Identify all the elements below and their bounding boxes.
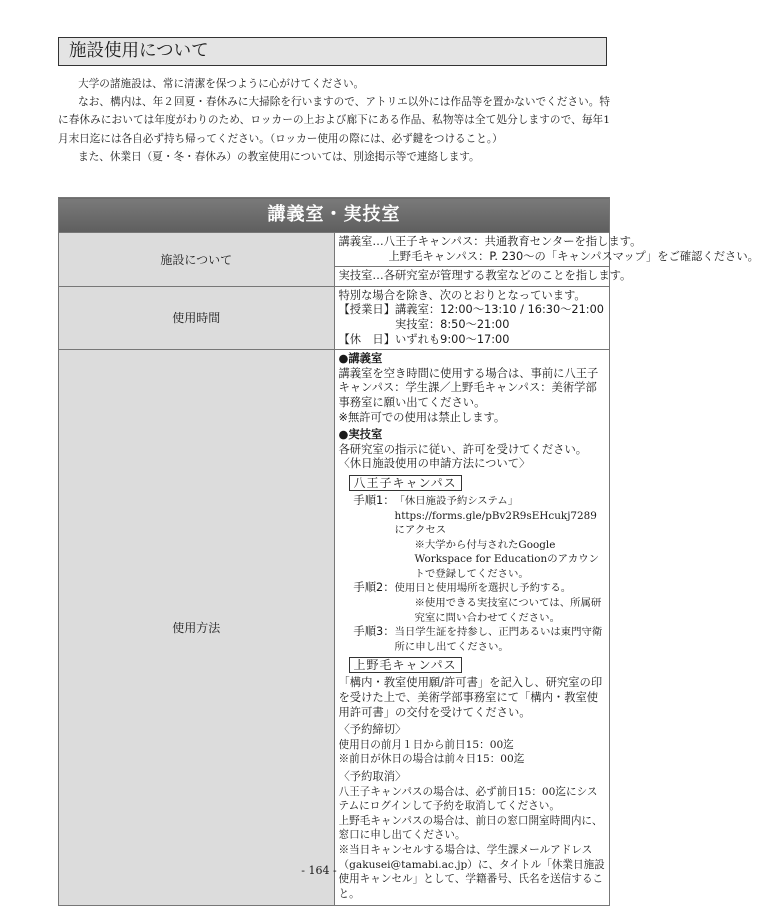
intro-paragraph: なお、構内は、年２回夏・春休みに大掃除を行いますので、アトリエ以外には作品等を置かないでください。特に春休みにおいては年度がわりのため、ロッカーの上および廊下にある作品、私物等は全て処分しますので、毎年1月末日迄には各自必ず持ち帰ってください。（ロッカー使用の際には、必ず鍵をつけること。）: [58, 96, 610, 145]
table-row-facility: [59, 233, 610, 267]
step-label: 手順2：: [353, 581, 395, 595]
row-label-hours: 使用時間: [59, 286, 335, 349]
hours-line: 特別な場合を除き、次のとおりとなっています。: [338, 288, 586, 302]
kaminoge-campus-label: 上野毛キャンパス: [349, 657, 462, 673]
step-text: 当日学生証を持参し、正門あるいは東門守衛所に申し出てください。: [394, 626, 603, 653]
cancel-heading: 〈予約取消〉: [338, 770, 407, 783]
step-2: [339, 581, 606, 596]
lecture-heading: ●講義室: [338, 352, 383, 366]
table-row-hours: [59, 286, 610, 349]
intro-paragraph: 大学の諸施設は、常に清潔を保つように心がけてください。: [78, 78, 365, 90]
step-text: 「休日施設予約システム」https://forms.gle/pBv2R9sEHcukj7289にアクセス: [394, 494, 597, 537]
page-title: 施設使用について: [58, 37, 607, 66]
kaminoge-text: 「構内・教室使用願/許可書」を記入し、研究室の印を受けた上で、美術学部事務室にて「構内・教室使用許可書」の交付を受けてください。: [338, 676, 603, 719]
deadline-heading: 〈予約締切〉: [338, 723, 407, 737]
step-label: 手順1：: [353, 493, 395, 507]
facility-line: 上野毛キャンパス：P. 230〜の「キャンパスマップ」をご確認ください。: [388, 249, 759, 263]
facility-studio-cell: [334, 267, 632, 287]
step-text: 使用日と使用場所を選択し予約する。: [394, 582, 572, 595]
hours-line: 実技室：8:50〜21:00: [338, 317, 510, 331]
cancel-line: ※当日キャンセルする場合は、学生課メールアドレス（gakusei@tamabi.ac.jp）に、タイトル「休業日施設使用キャンセル」として、学籍番号、氏名を送信すること。: [338, 843, 605, 900]
hours-cell: [334, 286, 610, 349]
step-3: [339, 625, 606, 654]
lecture-note: ※無許可での使用は禁止します。: [338, 410, 506, 424]
table-row-usage: [59, 350, 610, 906]
row-label-usage: 使用方法: [59, 350, 335, 906]
studio-heading: ●実技室: [338, 428, 383, 442]
hachioji-campus-label: 八王子キャンパス: [349, 475, 462, 491]
intro-paragraph: また、休業日（夏・冬・春休み）の教室使用については、別途掲示等で連絡します。: [78, 150, 480, 163]
facility-line: 講義室…八王子キャンパス：共通教育センターを指します。: [338, 235, 642, 248]
row-label-facility: 施設について: [59, 233, 335, 287]
deadline-line: 使用日の前月１日から前日15：00迄: [338, 738, 514, 751]
step-1: [339, 494, 606, 538]
hours-line: 【授業日】講義室：12:00〜13:10 / 16:30〜21:00: [338, 303, 604, 317]
intro-text: [58, 75, 610, 166]
studio-text: 各研究室の指示に従い、許可を受けてください。: [338, 442, 588, 456]
facility-lecture-cell: [334, 233, 759, 267]
deadline-line: ※前日が休日の場合は前々日15：00迄: [338, 753, 525, 766]
facility-table: [58, 197, 759, 906]
facility-line: 実技室…各研究室が管理する教室などのことを指します。: [338, 269, 632, 283]
table-header: 講義室・実技室: [59, 198, 610, 233]
cancel-line: 八王子キャンパスの場合は、必ず前日15：00迄にシステムにログインして予約を取消してください。: [338, 785, 598, 813]
usage-cell: [334, 350, 610, 906]
step-note: ※使用できる実技室については、所属研究室に問い合わせてください。: [414, 597, 602, 624]
hours-line: 【休 日】いずれも9:00〜17:00: [338, 332, 510, 346]
cancel-line: 上野毛キャンパスの場合は、前日の窓口開室時間内に、窓口に申し出てください。: [338, 814, 603, 842]
page-number: - 164 -: [301, 864, 337, 877]
step-note: ※大学から付与されたGoogle Workspace for Educationのアカウントで登録してください。: [414, 538, 600, 580]
step-label: 手順3：: [353, 625, 395, 639]
lecture-text: 講義室を空き時間に使用する場合は、事前に八王子キャンパス：学生課／上野毛キャンパス：美術学部事務室に願い出てください。: [338, 366, 599, 409]
holiday-heading: 〈休日施設使用の申請方法について〉: [338, 457, 531, 471]
